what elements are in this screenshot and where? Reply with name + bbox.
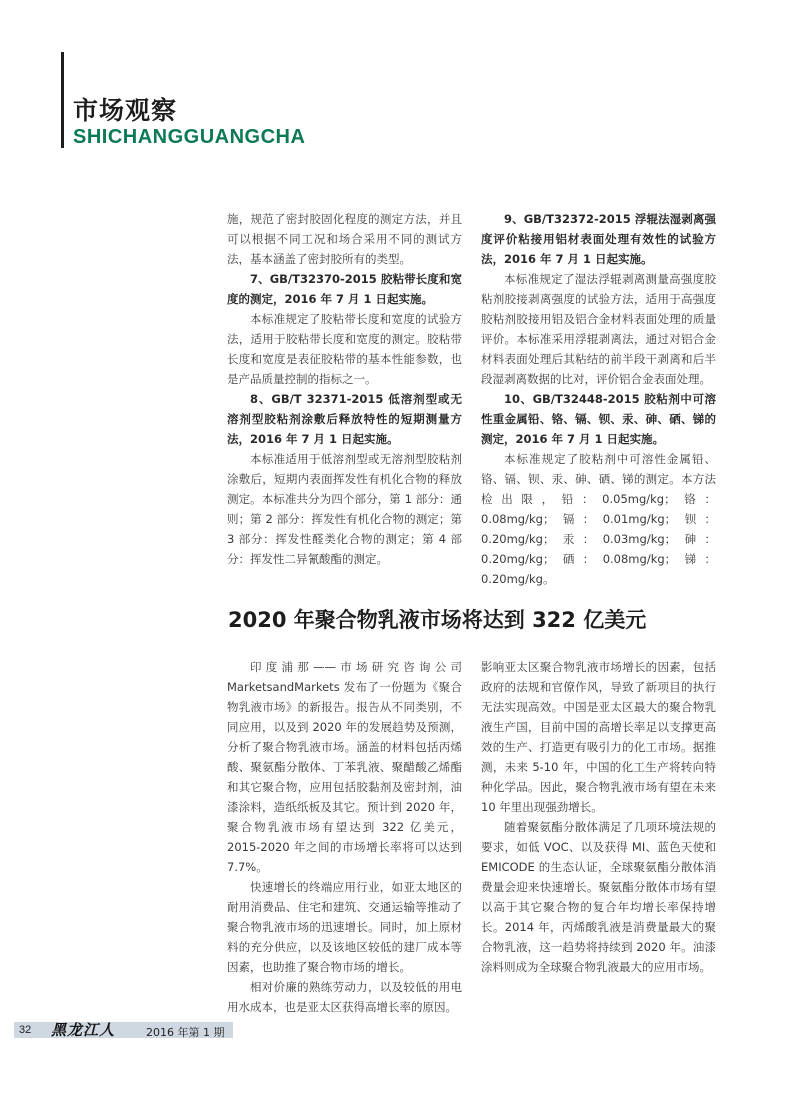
paragraph: 本标准规定了湿法浮辊剥离测量高强度胶粘剂胶接剥离强度的试验方法，适用于高强度胶粘剂胶接用铝及铝合金材料表面处理的质量评价。本标准采用浮辊剥离法，通过对铝合金材料表面处理后其粘结的前半段干剥离和后半段湿剥离数据的比对，评价铝合金表面处理。: [481, 272, 716, 386]
section-title: 市场观察: [73, 96, 178, 125]
paragraph: 本标准适用于低溶剂型或无溶剂型胶粘剂涂敷后，短期内表面挥发性有机化合物的释放测定。本标准共分为四个部分，第 1 部分：通则；第 2 部分：挥发性有机化合物的测定；第 3 部分：挥发性醛类化合物的测定；第 4 部分：挥发性二异氰酸酯的测定。: [227, 452, 462, 566]
paragraph: 随着聚氨酯分散体满足了几项环境法规的要求，如低 VOC、以及获得 MI、蓝色天使和 EMICODE 的生态认证，全球聚氨酯分散体消费量会迎来快速增长。聚氨酯分散体市场有望以高于其它聚合物的复合年均增长率保持增长。2014 年，丙烯酸乳液是消费量最大的聚合物乳液，这一趋势将持续到 2020 年。油漆涂料则成为全球聚合物乳液最大的应用市场。: [481, 820, 716, 974]
header-accent-bar: [61, 52, 64, 148]
issue-label: 2016 年第 1 期: [146, 1026, 225, 1039]
paragraph: 相对价廉的熟练劳动力，以及较低的用电用水成本，也是亚太区获得高增长率的原因。: [227, 980, 462, 1014]
page-number: 32: [19, 1024, 32, 1036]
article-right-column: [481, 657, 716, 977]
top-left-column: [227, 209, 462, 569]
paragraph: 施，规范了密封胶固化程度的测定方法，并且可以根据不同工况和场合采用不同的测试方法，基本涵盖了密封胶所有的类型。: [227, 212, 462, 266]
magazine-logo: 黑龙江人: [51, 1021, 116, 1039]
paragraph: 本标准规定了胶粘剂中可溶性金属铅、铬、镉、钡、汞、砷、硒、锑的测定。本方法检出限，铅：0.05mg/kg；铬：0.08mg/kg；镉：0.01mg/kg；钡：0.20mg/kg；汞：0.03mg/kg；砷：0.20mg/kg；硒：0.08mg/kg；锑：0.20mg/kg。: [481, 452, 716, 586]
paragraph: 9、GB/T32372-2015 浮辊法湿剥离强度评价粘接用铝材表面处理有效性的试验方法，2016 年 7 月 1 日起实施。: [481, 212, 716, 266]
paragraph: 8、GB/T 32371-2015 低溶剂型或无溶剂型胶粘剂涂敷后释放特性的短期测量方法，2016 年 7 月 1 日起实施。: [227, 392, 462, 446]
paragraph: 影响亚太区聚合物乳液市场增长的因素，包括政府的法规和官僚作风，导致了新项目的执行无法实现高效。中国是亚太区最大的聚合物乳液生产国，目前中国的高增长率足以支撑更高效的生产、打造更有吸引力的化工市场。据推测，未来 5-10 年，中国的化工生产将转向特种化学品。因此，聚合物乳液市场有望在未来 10 年里出现强劲增长。: [481, 660, 716, 814]
paragraph: 本标准规定了胶粘带长度和宽度的试验方法，适用于胶粘带长度和宽度的测定。胶粘带长度和宽度是表征胶粘带的基本性能参数，也是产品质量控制的指标之一。: [227, 312, 462, 386]
section-subtitle: SHICHANGGUANGCHA: [73, 126, 306, 148]
article-title: 2020 年聚合物乳液市场将达到 322 亿美元: [228, 608, 647, 632]
article-left-column: [227, 657, 462, 1017]
top-right-column: [481, 209, 716, 589]
paragraph: 10、GB/T32448-2015 胶粘剂中可溶性重金属铅、铬、镉、钡、汞、砷、硒、锑的测定，2016 年 7 月 1 日起实施。: [481, 392, 716, 446]
paragraph: 快速增长的终端应用行业，如亚太地区的耐用消费品、住宅和建筑、交通运输等推动了聚合物乳液市场的迅速增长。同时，加上原材料的充分供应，以及该地区较低的建厂成本等因素，也助推了聚合物市场的增长。: [227, 880, 462, 974]
paragraph: 印度浦那——市场研究咨询公司 MarketsandMarkets 发布了一份题为《聚合物乳液市场》的新报告。报告从不同类别，不同应用，以及到 2020 年的发展趋势及预测，分析了聚合物乳液市场。涵盖的材料包括丙烯酸、聚氨酯分散体、丁苯乳液、聚醋酸乙烯酯和其它聚合物，应用包括胶黏剂及密封剂，油漆涂料，造纸纸板及其它。预计到 2020 年，聚合物乳液市场有望达到 322 亿美元，2015-2020 年之间的市场增长率将可以达到 7.7%。: [227, 660, 462, 874]
paragraph: 7、GB/T32370-2015 胶粘带长度和宽度的测定，2016 年 7 月 1 日起实施。: [227, 272, 462, 306]
